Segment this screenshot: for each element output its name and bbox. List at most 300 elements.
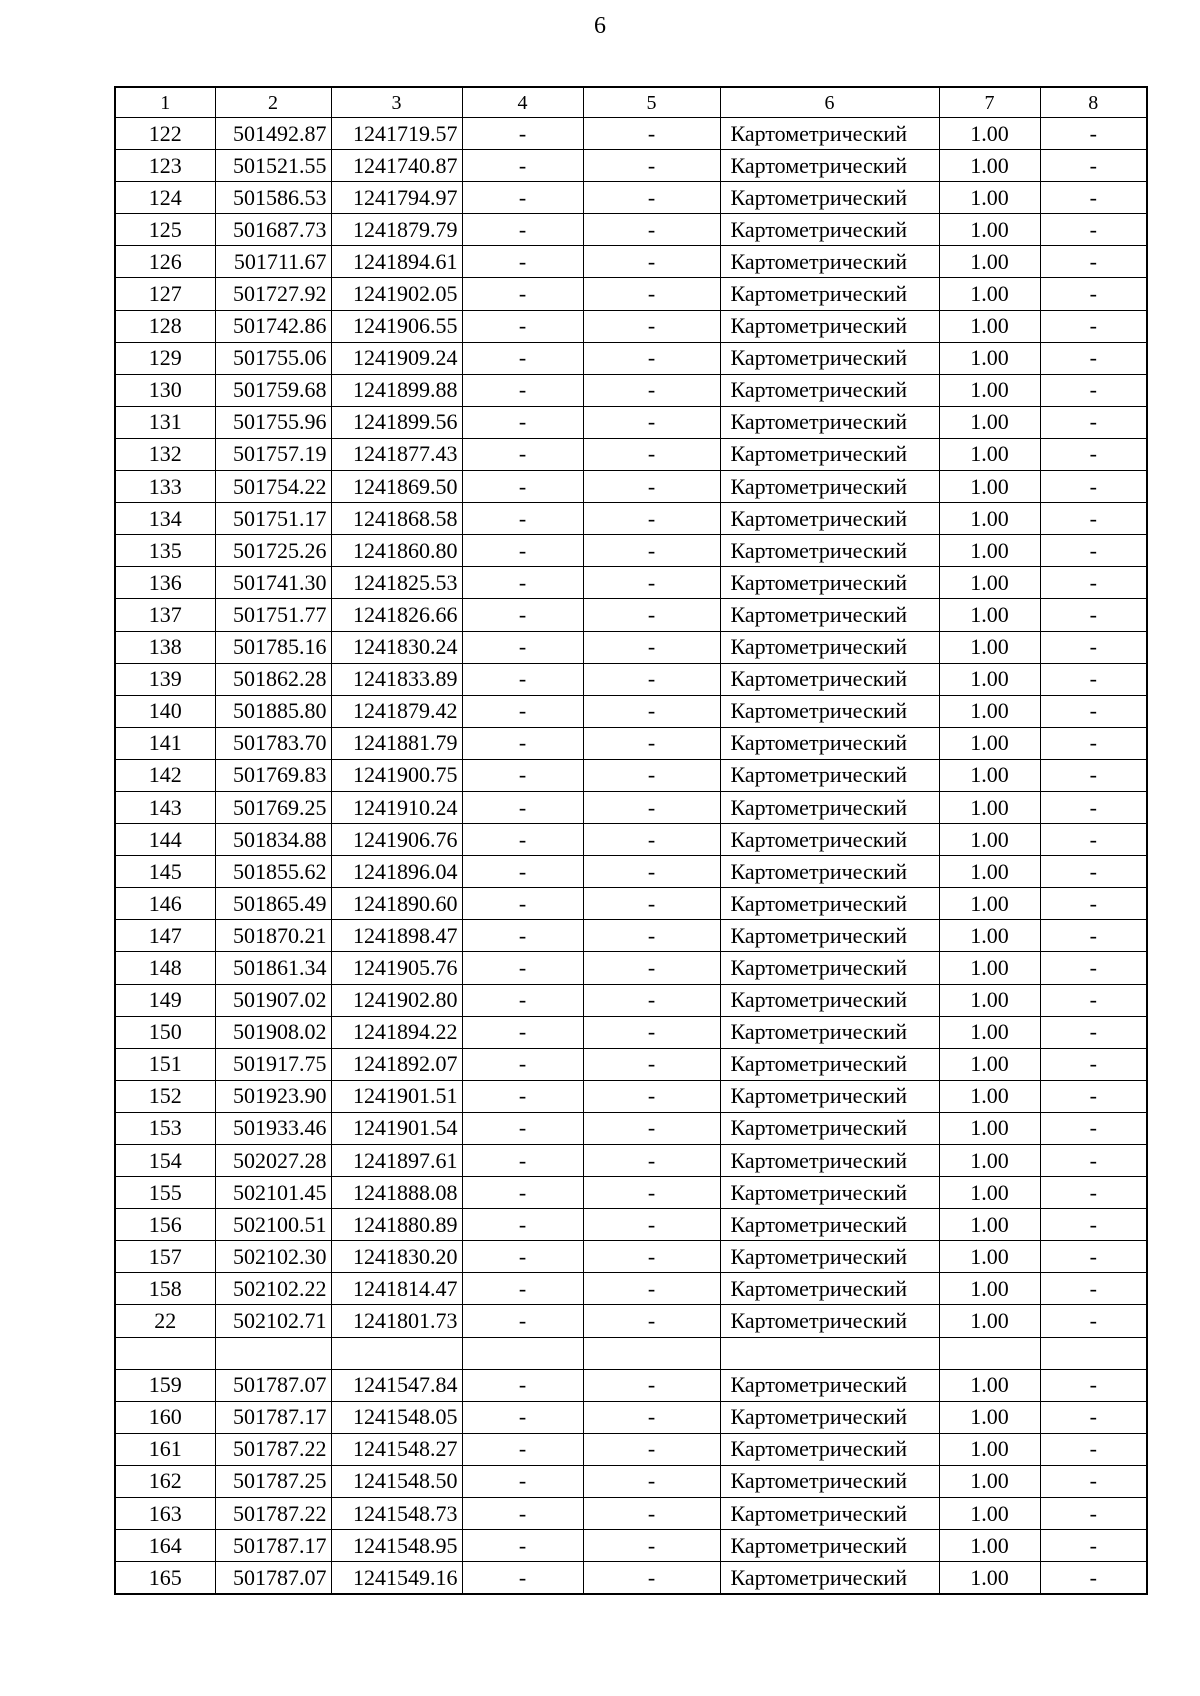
column-5-cell: - <box>583 503 720 535</box>
y-coordinate-cell: 1241900.75 <box>331 759 462 791</box>
table-row <box>115 374 1147 406</box>
method-cell: Картометрический <box>720 1145 939 1177</box>
column-5-cell: - <box>583 150 720 182</box>
table-row <box>115 1401 1147 1433</box>
accuracy-cell: 1.00 <box>939 1498 1040 1530</box>
y-coordinate-cell: 1241888.08 <box>331 1177 462 1209</box>
accuracy-cell: 1.00 <box>939 631 1040 663</box>
y-coordinate-cell: 1241910.24 <box>331 791 462 823</box>
x-coordinate-cell: 501787.17 <box>215 1530 331 1562</box>
x-coordinate-cell: 501742.86 <box>215 310 331 342</box>
table-row <box>115 727 1147 759</box>
x-coordinate-cell: 501907.02 <box>215 984 331 1016</box>
column-5-cell: - <box>583 1016 720 1048</box>
method-cell: Картометрический <box>720 567 939 599</box>
table-row <box>115 631 1147 663</box>
column-8-cell: - <box>1040 888 1147 920</box>
column-5-cell: - <box>583 1080 720 1112</box>
table-row <box>115 1177 1147 1209</box>
method-cell: Картометрический <box>720 695 939 727</box>
column-5-cell: - <box>583 1112 720 1144</box>
x-coordinate-cell: 501751.17 <box>215 503 331 535</box>
column-5-cell: - <box>583 438 720 470</box>
method-cell: Картометрический <box>720 952 939 984</box>
column-8-cell: - <box>1040 727 1147 759</box>
column-8-cell: - <box>1040 214 1147 246</box>
y-coordinate-cell: 1241833.89 <box>331 663 462 695</box>
point-number-cell: 142 <box>115 759 215 791</box>
method-cell: Картометрический <box>720 984 939 1016</box>
column-8-cell: - <box>1040 791 1147 823</box>
column-5-cell: - <box>583 535 720 567</box>
column-header: 2 <box>215 87 331 118</box>
table-row <box>115 952 1147 984</box>
point-number-cell: 146 <box>115 888 215 920</box>
column-5-cell: - <box>583 1562 720 1595</box>
y-coordinate-cell: 1241892.07 <box>331 1048 462 1080</box>
column-5-cell: - <box>583 727 720 759</box>
method-cell: Картометрический <box>720 503 939 535</box>
column-5-cell: - <box>583 1241 720 1273</box>
method-cell: Картометрический <box>720 310 939 342</box>
method-cell: Картометрический <box>720 791 939 823</box>
x-coordinate-cell: 501725.26 <box>215 535 331 567</box>
column-5-cell: - <box>583 952 720 984</box>
accuracy-cell: 1.00 <box>939 471 1040 503</box>
table-row <box>115 1112 1147 1144</box>
table-row <box>115 535 1147 567</box>
x-coordinate-cell: 501861.34 <box>215 952 331 984</box>
accuracy-cell: 1.00 <box>939 663 1040 695</box>
x-coordinate-cell: 501769.83 <box>215 759 331 791</box>
table-row <box>115 695 1147 727</box>
column-4-cell: - <box>462 1112 583 1144</box>
column-8-cell: - <box>1040 503 1147 535</box>
column-4-cell: - <box>462 1080 583 1112</box>
method-cell: Картометрический <box>720 599 939 631</box>
method-cell: Картометрический <box>720 1112 939 1144</box>
point-number-cell: 128 <box>115 310 215 342</box>
table-body <box>115 118 1147 1595</box>
column-8-cell: - <box>1040 342 1147 374</box>
table-row <box>115 599 1147 631</box>
x-coordinate-cell: 501687.73 <box>215 214 331 246</box>
column-4-cell: - <box>462 182 583 214</box>
y-coordinate-cell: 1241909.24 <box>331 342 462 374</box>
table-row <box>115 1337 1147 1369</box>
column-4-cell: - <box>462 1433 583 1465</box>
column-5-cell: - <box>583 182 720 214</box>
table-row <box>115 567 1147 599</box>
column-4-cell: - <box>462 856 583 888</box>
column-5-cell: - <box>583 984 720 1016</box>
x-coordinate-cell: 501741.30 <box>215 567 331 599</box>
column-5-cell: - <box>583 856 720 888</box>
column-4-cell: - <box>462 1465 583 1497</box>
column-header: 4 <box>462 87 583 118</box>
table-header-row <box>115 87 1147 118</box>
column-8-cell: - <box>1040 1305 1147 1337</box>
column-4-cell: - <box>462 1145 583 1177</box>
column-4-cell: - <box>462 727 583 759</box>
accuracy-cell: 1.00 <box>939 246 1040 278</box>
column-4-cell: - <box>462 438 583 470</box>
x-coordinate-cell: 501787.22 <box>215 1498 331 1530</box>
column-header: 8 <box>1040 87 1147 118</box>
column-4-cell: - <box>462 1209 583 1241</box>
x-coordinate-cell: 501759.68 <box>215 374 331 406</box>
column-4-cell: - <box>462 984 583 1016</box>
x-coordinate-cell: 501755.96 <box>215 406 331 438</box>
method-cell: Картометрический <box>720 1401 939 1433</box>
column-4-cell: - <box>462 920 583 952</box>
column-4-cell: - <box>462 1530 583 1562</box>
accuracy-cell: 1.00 <box>939 535 1040 567</box>
y-coordinate-cell: 1241881.79 <box>331 727 462 759</box>
column-4-cell: - <box>462 374 583 406</box>
method-cell: Картометрический <box>720 1369 939 1401</box>
column-4-cell: - <box>462 535 583 567</box>
column-8-cell: - <box>1040 438 1147 470</box>
point-number-cell: 151 <box>115 1048 215 1080</box>
table-row <box>115 278 1147 310</box>
table-row <box>115 406 1147 438</box>
method-cell: Картометрический <box>720 182 939 214</box>
column-5-cell: - <box>583 1465 720 1497</box>
column-8-cell: - <box>1040 1048 1147 1080</box>
x-coordinate-cell: 501727.92 <box>215 278 331 310</box>
method-cell: Картометрический <box>720 1241 939 1273</box>
x-coordinate-cell: 502101.45 <box>215 1177 331 1209</box>
method-cell: Картометрический <box>720 1562 939 1595</box>
table-row <box>115 1433 1147 1465</box>
column-5-cell: - <box>583 663 720 695</box>
point-number-cell: 147 <box>115 920 215 952</box>
x-coordinate-cell: 501586.53 <box>215 182 331 214</box>
column-4-cell: - <box>462 1369 583 1401</box>
column-5-cell: - <box>583 214 720 246</box>
column-8-cell: - <box>1040 1112 1147 1144</box>
table-row <box>115 1498 1147 1530</box>
accuracy-cell: 1.00 <box>939 952 1040 984</box>
column-8-cell: - <box>1040 406 1147 438</box>
x-coordinate-cell: 501755.06 <box>215 342 331 374</box>
point-number-cell <box>115 1337 215 1369</box>
accuracy-cell: 1.00 <box>939 727 1040 759</box>
accuracy-cell: 1.00 <box>939 1305 1040 1337</box>
column-5-cell: - <box>583 342 720 374</box>
x-coordinate-cell: 502102.71 <box>215 1305 331 1337</box>
x-coordinate-cell: 501521.55 <box>215 150 331 182</box>
accuracy-cell: 1.00 <box>939 1465 1040 1497</box>
column-4-cell: - <box>462 791 583 823</box>
column-4-cell: - <box>462 150 583 182</box>
point-number-cell: 155 <box>115 1177 215 1209</box>
y-coordinate-cell: 1241794.97 <box>331 182 462 214</box>
method-cell: Картометрический <box>720 278 939 310</box>
column-5-cell: - <box>583 1209 720 1241</box>
x-coordinate-cell: 501834.88 <box>215 824 331 856</box>
x-coordinate-cell: 501870.21 <box>215 920 331 952</box>
column-8-cell: - <box>1040 567 1147 599</box>
point-number-cell: 138 <box>115 631 215 663</box>
column-4-cell: - <box>462 310 583 342</box>
y-coordinate-cell: 1241880.89 <box>331 1209 462 1241</box>
column-5-cell: - <box>583 310 720 342</box>
y-coordinate-cell <box>331 1337 462 1369</box>
method-cell <box>720 1337 939 1369</box>
x-coordinate-cell: 501787.22 <box>215 1433 331 1465</box>
table-row <box>115 663 1147 695</box>
y-coordinate-cell: 1241868.58 <box>331 503 462 535</box>
column-4-cell: - <box>462 599 583 631</box>
method-cell: Картометрический <box>720 1016 939 1048</box>
accuracy-cell: 1.00 <box>939 1080 1040 1112</box>
point-number-cell: 136 <box>115 567 215 599</box>
y-coordinate-cell: 1241860.80 <box>331 535 462 567</box>
y-coordinate-cell: 1241548.50 <box>331 1465 462 1497</box>
column-8-cell: - <box>1040 471 1147 503</box>
method-cell: Картометрический <box>720 631 939 663</box>
point-number-cell: 132 <box>115 438 215 470</box>
column-8-cell: - <box>1040 1465 1147 1497</box>
column-8-cell: - <box>1040 246 1147 278</box>
x-coordinate-cell: 501908.02 <box>215 1016 331 1048</box>
column-5-cell: - <box>583 374 720 406</box>
column-8-cell: - <box>1040 663 1147 695</box>
point-number-cell: 152 <box>115 1080 215 1112</box>
y-coordinate-cell: 1241548.73 <box>331 1498 462 1530</box>
column-5-cell: - <box>583 1498 720 1530</box>
accuracy-cell: 1.00 <box>939 1273 1040 1305</box>
x-coordinate-cell: 501865.49 <box>215 888 331 920</box>
column-4-cell: - <box>462 1305 583 1337</box>
y-coordinate-cell: 1241901.54 <box>331 1112 462 1144</box>
column-8-cell: - <box>1040 1016 1147 1048</box>
method-cell: Картометрический <box>720 1209 939 1241</box>
point-number-cell: 125 <box>115 214 215 246</box>
table-row <box>115 824 1147 856</box>
y-coordinate-cell: 1241901.51 <box>331 1080 462 1112</box>
point-number-cell: 150 <box>115 1016 215 1048</box>
column-4-cell: - <box>462 1498 583 1530</box>
column-header: 6 <box>720 87 939 118</box>
method-cell: Картометрический <box>720 1530 939 1562</box>
method-cell: Картометрический <box>720 535 939 567</box>
coordinates-table <box>114 86 1148 1595</box>
point-number-cell: 160 <box>115 1401 215 1433</box>
y-coordinate-cell: 1241825.53 <box>331 567 462 599</box>
y-coordinate-cell: 1241894.22 <box>331 1016 462 1048</box>
y-coordinate-cell: 1241896.04 <box>331 856 462 888</box>
y-coordinate-cell: 1241548.05 <box>331 1401 462 1433</box>
x-coordinate-cell: 501862.28 <box>215 663 331 695</box>
accuracy-cell: 1.00 <box>939 342 1040 374</box>
table-row <box>115 214 1147 246</box>
x-coordinate-cell <box>215 1337 331 1369</box>
point-number-cell: 161 <box>115 1433 215 1465</box>
table-row <box>115 150 1147 182</box>
y-coordinate-cell: 1241879.79 <box>331 214 462 246</box>
method-cell: Картометрический <box>720 727 939 759</box>
method-cell: Картометрический <box>720 342 939 374</box>
accuracy-cell: 1.00 <box>939 984 1040 1016</box>
y-coordinate-cell: 1241877.43 <box>331 438 462 470</box>
table-row <box>115 1369 1147 1401</box>
point-number-cell: 127 <box>115 278 215 310</box>
y-coordinate-cell: 1241899.56 <box>331 406 462 438</box>
column-5-cell: - <box>583 406 720 438</box>
column-8-cell: - <box>1040 759 1147 791</box>
column-5-cell: - <box>583 471 720 503</box>
point-number-cell: 122 <box>115 118 215 150</box>
point-number-cell: 149 <box>115 984 215 1016</box>
x-coordinate-cell: 501769.25 <box>215 791 331 823</box>
accuracy-cell: 1.00 <box>939 406 1040 438</box>
table-row <box>115 182 1147 214</box>
point-number-cell: 141 <box>115 727 215 759</box>
point-number-cell: 22 <box>115 1305 215 1337</box>
y-coordinate-cell: 1241869.50 <box>331 471 462 503</box>
method-cell: Картометрический <box>720 471 939 503</box>
column-5-cell: - <box>583 1433 720 1465</box>
method-cell: Картометрический <box>720 1433 939 1465</box>
y-coordinate-cell: 1241549.16 <box>331 1562 462 1595</box>
method-cell: Картометрический <box>720 1305 939 1337</box>
accuracy-cell: 1.00 <box>939 1145 1040 1177</box>
column-8-cell: - <box>1040 1241 1147 1273</box>
point-number-cell: 134 <box>115 503 215 535</box>
method-cell: Картометрический <box>720 1498 939 1530</box>
table-row <box>115 1209 1147 1241</box>
accuracy-cell: 1.00 <box>939 567 1040 599</box>
y-coordinate-cell: 1241719.57 <box>331 118 462 150</box>
column-8-cell: - <box>1040 631 1147 663</box>
y-coordinate-cell: 1241902.80 <box>331 984 462 1016</box>
column-5-cell: - <box>583 599 720 631</box>
accuracy-cell: 1.00 <box>939 150 1040 182</box>
column-8-cell: - <box>1040 374 1147 406</box>
method-cell: Картометрический <box>720 1080 939 1112</box>
method-cell: Картометрический <box>720 374 939 406</box>
accuracy-cell: 1.00 <box>939 438 1040 470</box>
table-row <box>115 342 1147 374</box>
method-cell: Картометрический <box>720 1273 939 1305</box>
point-number-cell: 162 <box>115 1465 215 1497</box>
column-8-cell: - <box>1040 118 1147 150</box>
method-cell: Картометрический <box>720 150 939 182</box>
x-coordinate-cell: 501785.16 <box>215 631 331 663</box>
point-number-cell: 153 <box>115 1112 215 1144</box>
column-8-cell: - <box>1040 599 1147 631</box>
column-8-cell: - <box>1040 1433 1147 1465</box>
table-row <box>115 888 1147 920</box>
y-coordinate-cell: 1241897.61 <box>331 1145 462 1177</box>
accuracy-cell: 1.00 <box>939 856 1040 888</box>
accuracy-cell: 1.00 <box>939 1112 1040 1144</box>
column-4-cell: - <box>462 663 583 695</box>
point-number-cell: 164 <box>115 1530 215 1562</box>
accuracy-cell: 1.00 <box>939 1241 1040 1273</box>
column-8-cell: - <box>1040 1498 1147 1530</box>
table-row <box>115 1241 1147 1273</box>
y-coordinate-cell: 1241890.60 <box>331 888 462 920</box>
column-4-cell: - <box>462 1016 583 1048</box>
column-8-cell <box>1040 1337 1147 1369</box>
table-row <box>115 1080 1147 1112</box>
column-5-cell: - <box>583 1530 720 1562</box>
table-row <box>115 503 1147 535</box>
column-4-cell: - <box>462 1048 583 1080</box>
column-4-cell: - <box>462 888 583 920</box>
accuracy-cell: 1.00 <box>939 118 1040 150</box>
accuracy-cell: 1.00 <box>939 888 1040 920</box>
column-4-cell: - <box>462 759 583 791</box>
accuracy-cell: 1.00 <box>939 278 1040 310</box>
column-5-cell: - <box>583 1145 720 1177</box>
column-4-cell: - <box>462 1401 583 1433</box>
table-row <box>115 920 1147 952</box>
point-number-cell: 137 <box>115 599 215 631</box>
table-row <box>115 471 1147 503</box>
y-coordinate-cell: 1241879.42 <box>331 695 462 727</box>
point-number-cell: 143 <box>115 791 215 823</box>
point-number-cell: 165 <box>115 1562 215 1595</box>
x-coordinate-cell: 501757.19 <box>215 438 331 470</box>
y-coordinate-cell: 1241547.84 <box>331 1369 462 1401</box>
accuracy-cell: 1.00 <box>939 920 1040 952</box>
table-row <box>115 984 1147 1016</box>
column-8-cell: - <box>1040 310 1147 342</box>
column-header: 3 <box>331 87 462 118</box>
point-number-cell: 131 <box>115 406 215 438</box>
x-coordinate-cell: 501787.17 <box>215 1401 331 1433</box>
point-number-cell: 157 <box>115 1241 215 1273</box>
column-5-cell: - <box>583 567 720 599</box>
table-row <box>115 1305 1147 1337</box>
x-coordinate-cell: 502102.30 <box>215 1241 331 1273</box>
column-8-cell: - <box>1040 1145 1147 1177</box>
y-coordinate-cell: 1241740.87 <box>331 150 462 182</box>
column-5-cell: - <box>583 1177 720 1209</box>
column-4-cell: - <box>462 1562 583 1595</box>
x-coordinate-cell: 502100.51 <box>215 1209 331 1241</box>
column-5-cell: - <box>583 631 720 663</box>
y-coordinate-cell: 1241905.76 <box>331 952 462 984</box>
table-row <box>115 1562 1147 1595</box>
point-number-cell: 123 <box>115 150 215 182</box>
method-cell: Картометрический <box>720 663 939 695</box>
point-number-cell: 140 <box>115 695 215 727</box>
y-coordinate-cell: 1241898.47 <box>331 920 462 952</box>
column-8-cell: - <box>1040 824 1147 856</box>
point-number-cell: 133 <box>115 471 215 503</box>
accuracy-cell: 1.00 <box>939 503 1040 535</box>
accuracy-cell: 1.00 <box>939 374 1040 406</box>
point-number-cell: 163 <box>115 1498 215 1530</box>
column-8-cell: - <box>1040 1562 1147 1595</box>
column-8-cell: - <box>1040 1177 1147 1209</box>
method-cell: Картометрический <box>720 920 939 952</box>
accuracy-cell: 1.00 <box>939 759 1040 791</box>
column-8-cell: - <box>1040 1209 1147 1241</box>
method-cell: Картометрический <box>720 1177 939 1209</box>
table-row <box>115 310 1147 342</box>
column-8-cell: - <box>1040 1273 1147 1305</box>
column-4-cell: - <box>462 118 583 150</box>
point-number-cell: 145 <box>115 856 215 888</box>
column-8-cell: - <box>1040 856 1147 888</box>
